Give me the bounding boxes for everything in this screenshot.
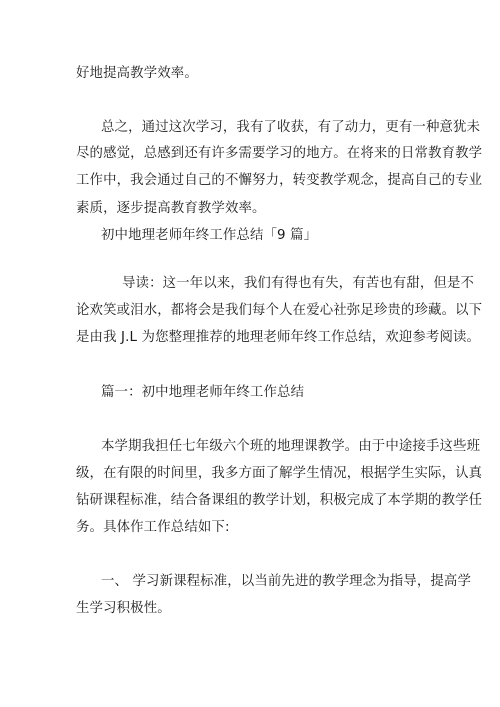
paragraph-start: 本学期我担任七年级六个班的地理课教学。由于中途接手这些班 xyxy=(101,439,481,454)
text-line: 好地提高教学效率。 xyxy=(76,66,198,81)
text-line: 尽的感觉，总感到还有许多需要学习的地方。在将来的日常教育教学 xyxy=(76,146,483,161)
text-line: 生学习积极性。 xyxy=(76,601,171,616)
text-line: 素质，逐步提高教育教学效率。 xyxy=(76,201,266,216)
list-item-heading: 一、 学习新课程标准，以当前先进的教学理念为指导，提高学 xyxy=(101,574,472,589)
section-heading: 篇一：初中地理老师年终工作总结 xyxy=(101,385,305,400)
text-line: 级，在有限的时间里，我多方面了解学生情况，根据学生实际，认真 xyxy=(76,466,483,481)
paragraph-start: 总之，通过这次学习，我有了收获，有了动力，更有一种意犹未 xyxy=(101,120,481,135)
text-line: 论欢笑或泪水，都将会是我们每个人在爱心社弥足珍贵的珍藏。以下 xyxy=(76,303,483,318)
intro-paragraph-start: 导读：这一年以来，我们有得也有失，有苦也有甜，但是不 xyxy=(122,276,475,291)
text-line: 务。具体作工作总结如下: xyxy=(76,520,230,535)
text-line: 钻研课程标准，结合备课组的教学计划，积极完成了本学期的教学任 xyxy=(76,493,483,508)
article-title: 初中地理老师年终工作总结「9 篇」 xyxy=(101,228,318,243)
text-line: 工作中，我会通过自己的不懈努力，转变教学观念，提高自己的专业 xyxy=(76,173,483,188)
text-line: 是由我 J.L 为您整理推荐的地理老师年终工作总结，欢迎参考阅读。 xyxy=(76,330,481,345)
